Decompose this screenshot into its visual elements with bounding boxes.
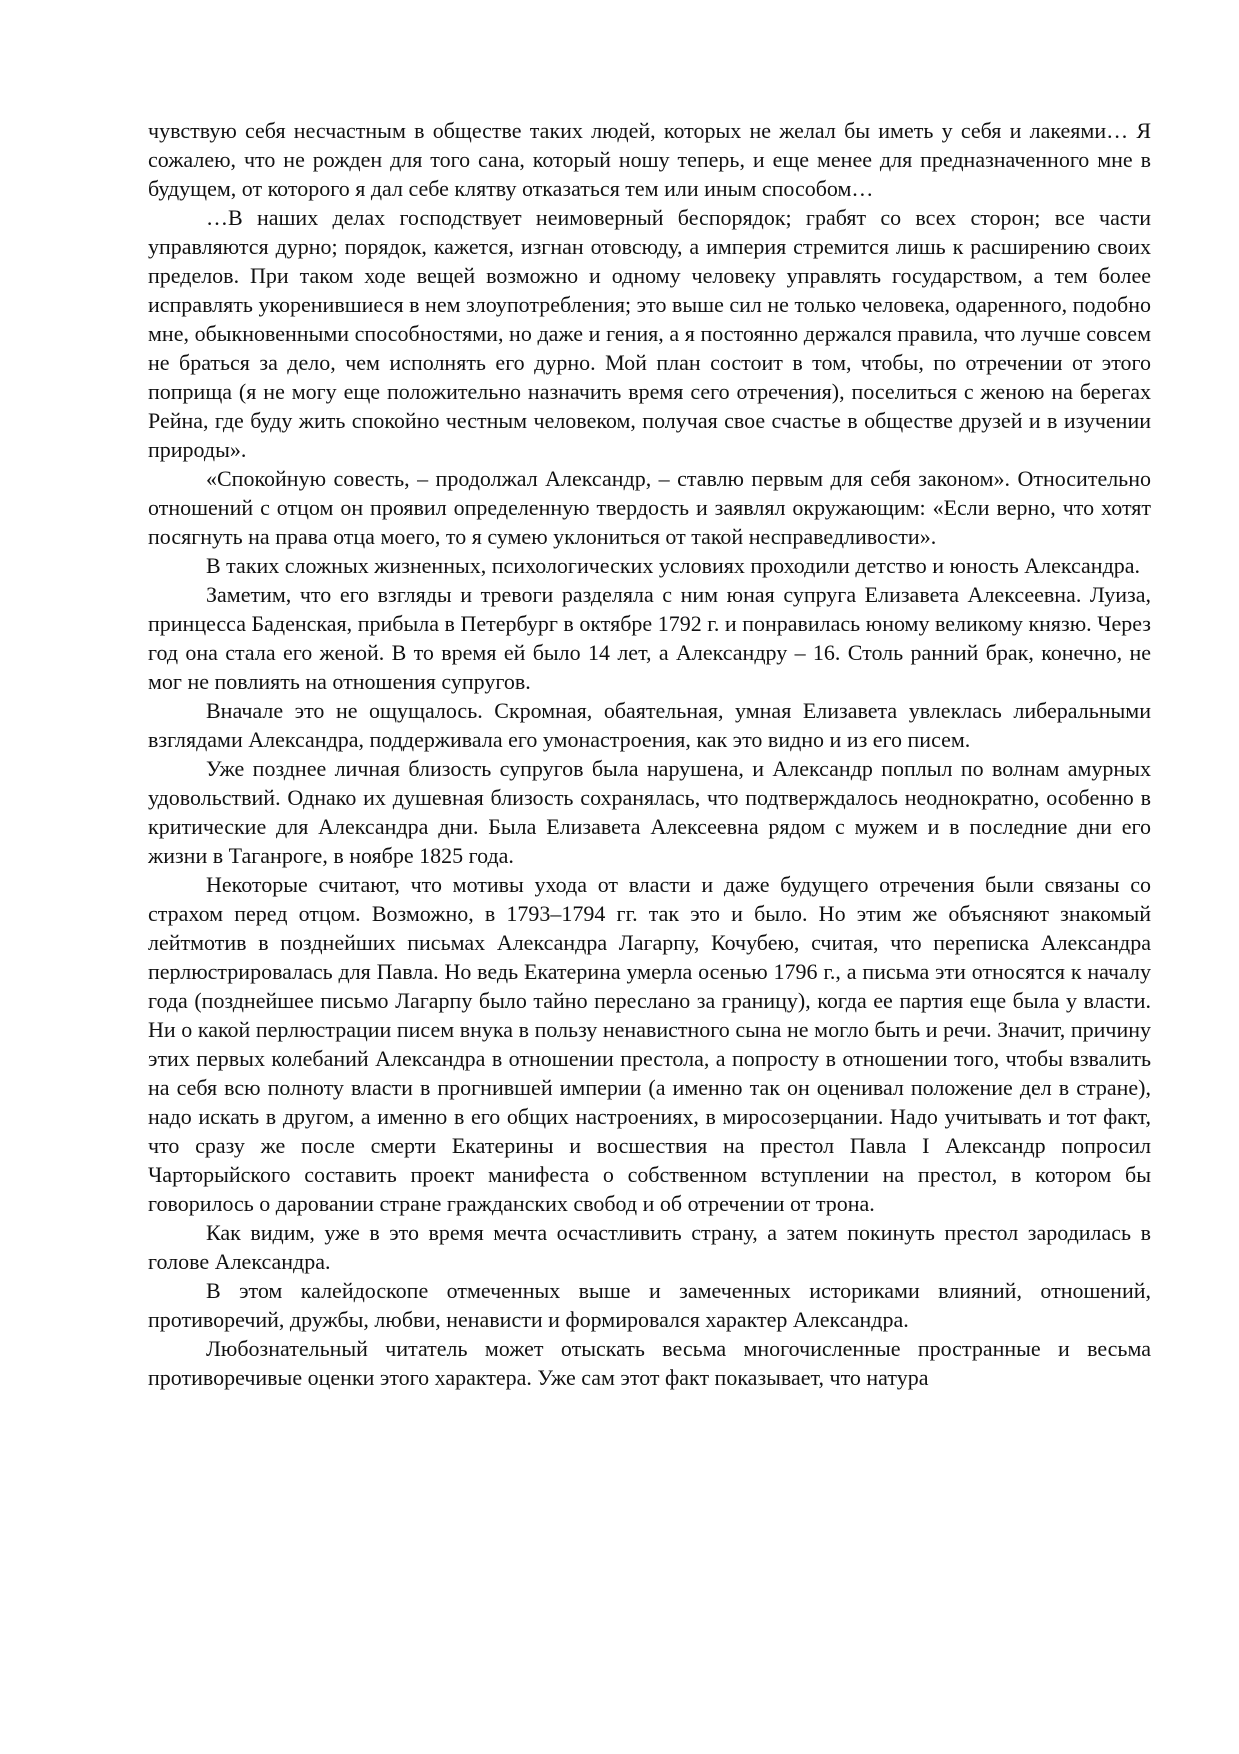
paragraph-6: Вначале это не ощущалось. Скромная, обаятельная, умная Елизавета увлеклась либеральными взглядами Александра, поддерживала его умонастроения, как это видно и из его писем. — [148, 698, 1151, 752]
paragraph-7: Уже позднее личная близость супругов была нарушена, и Александр поплыл по волнам амурных удовольствий. Однако их душевная близость сохранялась, что подтверждалось неоднократно, особенно в критические для Александра дни. Была Елизавета Алексеевна рядом с мужем и в последние дни его жизни в Таганроге, в ноябре 1825 года. — [148, 756, 1151, 868]
paragraph-10: В этом калейдоскопе отмеченных выше и замеченных историками влияний, отношений, противоречий, дружбы, любви, ненависти и формировался характер Александра. — [148, 1278, 1151, 1332]
paragraph-11: Любознательный читатель может отыскать весьма многочисленные пространные и весьма противоречивые оценки этого характера. Уже сам этот факт показывает, что натура — [148, 1336, 1151, 1390]
paragraph-5: Заметим, что его взгляды и тревоги разделяла с ним юная супруга Елизавета Алексеевна. Луиза, принцесса Баденская, прибыла в Петербург в октябре 1792 г. и понравилась юному великому князю. Через год она стала его женой. В то время ей было 14 лет, а Александру – 16. Столь ранний брак, конечно, не мог не повлиять на отношения супругов. — [148, 582, 1151, 694]
paragraph-9: Как видим, уже в это время мечта осчастливить страну, а затем покинуть престол зародилась в голове Александра. — [148, 1220, 1151, 1274]
paragraph-4: В таких сложных жизненных, психологических условиях проходили детство и юность Александра. — [206, 553, 1141, 578]
paragraph-8: Некоторые считают, что мотивы ухода от власти и даже будущего отречения были связаны со страхом перед отцом. Возможно, в 1793–1794 гг. так это и было. Но этим же объясняют знакомый лейтмотив в позднейших письмах Александра Лагарпу, Кочубею, считая, что переписка Александра перлюстрировалась для Павла. Но ведь Екатерина умерла осенью 1796 г., а письма эти относятся к началу года (позднейшее письмо Лагарпу было тайно переслано за границу), когда ее партия еще была у власти. Ни о какой перлюстрации писем внука в пользу ненавистного сына не могло быть и речи. Значит, причину этих первых колебаний Александра в отношении престола, а попросту в отношении того, чтобы взвалить на себя всю полноту власти в прогнившей империи (а именно так он оценивал положение дел в стране), надо искать в другом, а именно в его общих настроениях, в миросозерцании. Надо учитывать и тот факт, что сразу же после смерти Екатерины и восшествия на престол Павла I Александр попросил Чарторыйского составить проект манифеста о собственном вступлении на престол, в котором бы говорилось о даровании стране гражданских свобод и об отречении от трона. — [148, 872, 1151, 1216]
document-page — [148, 116, 1151, 1392]
paragraph-3: «Спокойную совесть, – продолжал Александр, – ставлю первым для себя законом». Относительно отношений с отцом он проявил определенную твердость и заявлял окружающим: «Если верно, что хотят посягнуть на права отца моего, то я сумею уклониться от такой несправедливости». — [148, 466, 1151, 549]
paragraph-1: чувствую себя несчастным в обществе таких людей, которых не желал бы иметь у себя и лакеями… Я сожалею, что не рожден для того сана, который ношу теперь, и еще менее для предназначенного мне в будущем, от которого я дал себе клятву отказаться тем или иным способом… — [148, 118, 1151, 201]
paragraph-2: …В наших делах господствует неимоверный беспорядок; грабят со всех сторон; все части управляются дурно; порядок, кажется, изгнан отовсюду, а империя стремится лишь к расширению своих пределов. При таком ходе вещей возможно и одному человеку управлять государством, а тем более исправлять укоренившиеся в нем злоупотребления; это выше сил не только человека, одаренного, подобно мне, обыкновенными способностями, но даже и гения, а я постоянно держался правила, что лучше совсем не браться за дело, чем исполнять его дурно. Мой план состоит в том, чтобы, по отречении от этого поприща (я не могу еще положительно назначить время сего отречения), поселиться с женою на берегах Рейна, где буду жить спокойно честным человеком, получая свое счастье в обществе друзей и в изучении природы». — [148, 205, 1151, 462]
